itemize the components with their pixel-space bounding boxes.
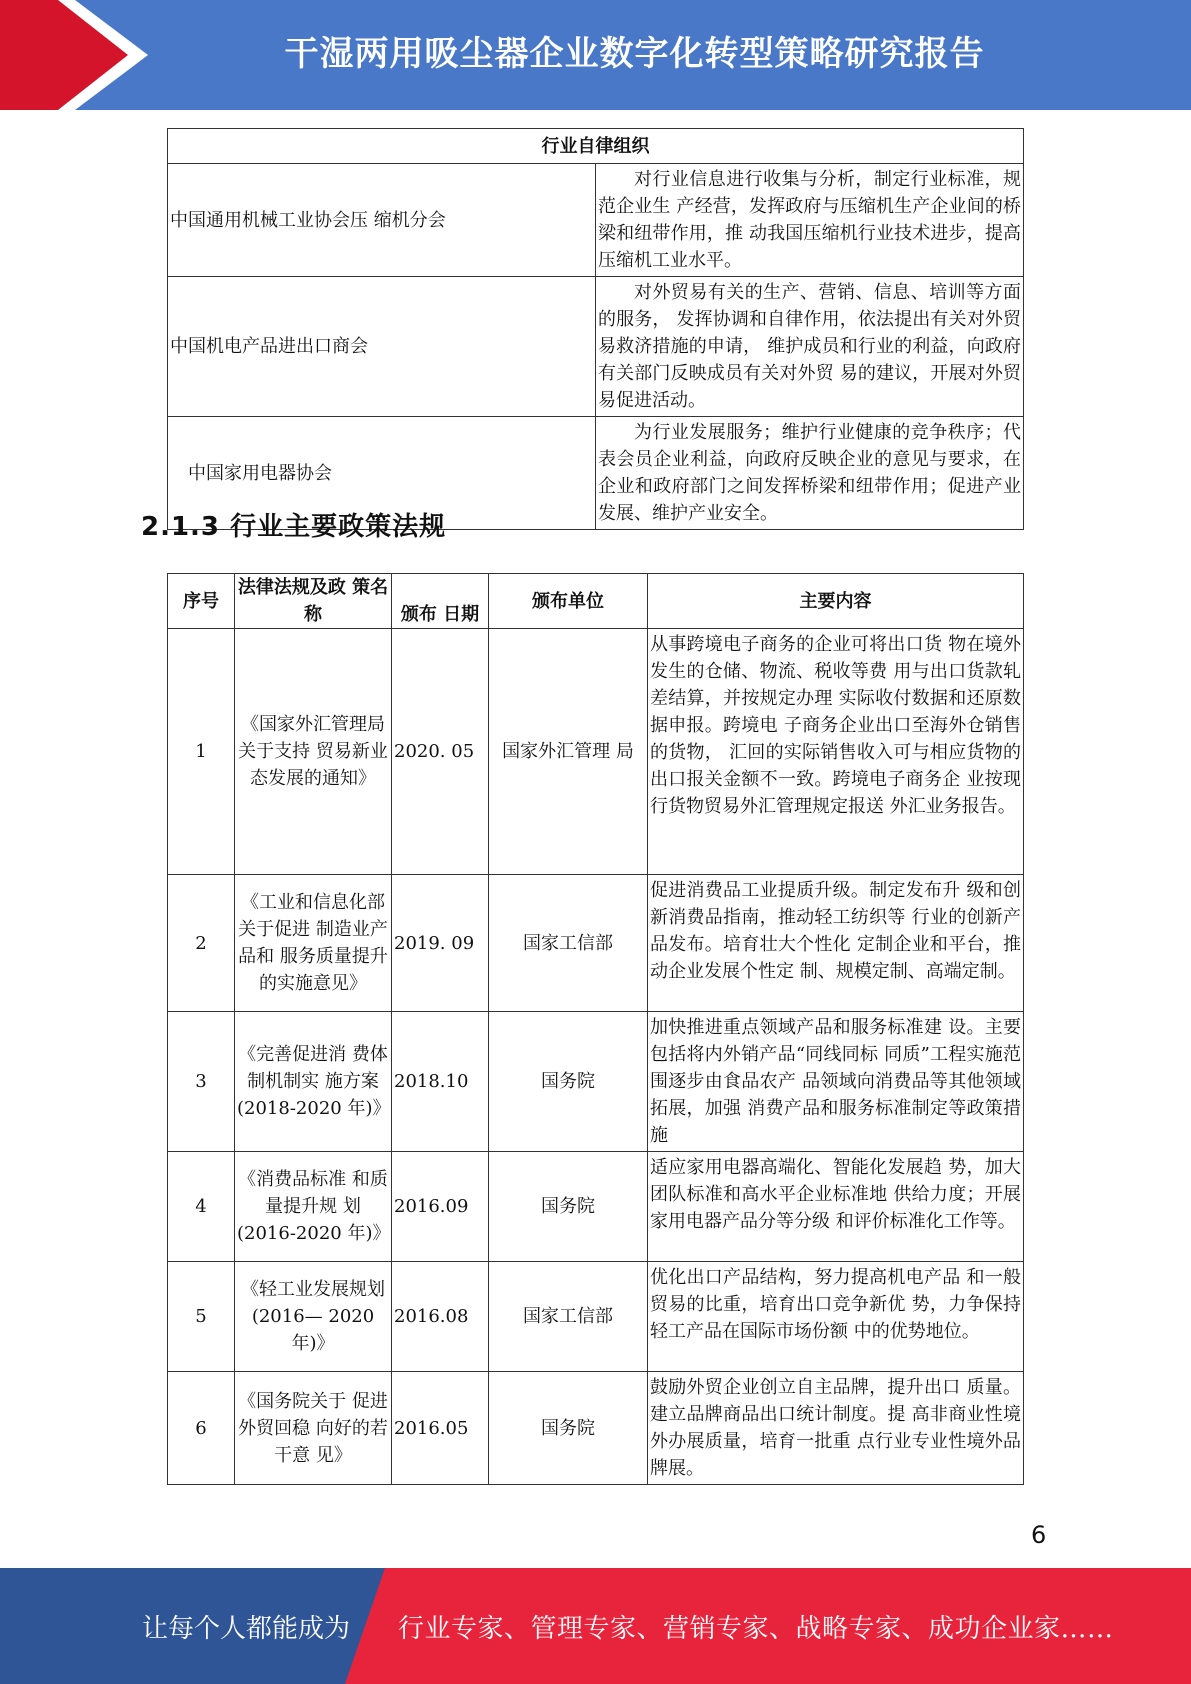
table-row <box>168 629 1024 875</box>
row-no: 3 <box>168 1012 235 1152</box>
page-number: 6 <box>1031 1521 1047 1549</box>
row-date: 2018.10 <box>392 1012 489 1152</box>
self-regulation-org-table <box>167 128 1024 530</box>
row-policy-name: 《完善促进消 费体制机制实 施方案 (2018-2020 年)》 <box>235 1012 392 1152</box>
row-no: 1 <box>168 629 235 875</box>
row-date: 2019. 09 <box>392 875 489 1012</box>
row-content: 鼓励外贸企业创立自主品牌，提升出口 质量。建立品牌商品出口统计制度。提 高非商业性境外办展质量，培育一批重 点行业专业性境外品牌展。 <box>648 1372 1024 1485</box>
table-row <box>168 277 1024 417</box>
row-content: 从事跨境电子商务的企业可将出口货 物在境外发生的仓储、物流、税收等费 用与出口货款轧差结算，并按规定办理 实际收付数据和还原数据申报。跨境电 子商务企业出口至海外仓销售的货物， 汇回的实际销售收入可与相应货物的 出口报关金额不一致。跨境电子商务企 业按现行货物贸易外汇管理规定报送 外汇业务报告。 <box>648 629 1024 875</box>
table-row <box>168 875 1024 1012</box>
footer-slogan-left: 让每个人都能成为 <box>142 1614 351 1644</box>
row-no: 6 <box>168 1372 235 1485</box>
row-content: 优化出口产品结构，努力提高机电产品 和一般贸易的比重，培育出口竞争新优 势，力争保持轻工产品在国际市场份额 中的优势地位。 <box>648 1262 1024 1372</box>
org-name: 中国家用电器协会 <box>168 417 596 530</box>
org-description: 对外贸易有关的生产、营销、信息、培训等方面的服务， 发挥协调和自律作用，依法提出有关对外贸易救济措施的申请， 维护成员和行业的利益，向政府有关部门反映成员有关对外贸 易的建议，开展对外贸易促进活动。 <box>596 277 1024 417</box>
row-unit: 国家工信部 <box>489 1262 648 1372</box>
row-no: 5 <box>168 1262 235 1372</box>
section-heading: 2.1.3 行业主要政策法规 <box>141 512 447 542</box>
row-unit: 国务院 <box>489 1372 648 1485</box>
table-header-row <box>168 574 1024 629</box>
table-row <box>168 1372 1024 1485</box>
row-unit: 国务院 <box>489 1152 648 1262</box>
col-header-name: 法律法规及政 策名称 <box>235 574 392 629</box>
row-policy-name: 《轻工业发展规划(2016— 2020 年)》 <box>235 1262 392 1372</box>
row-unit: 国务院 <box>489 1012 648 1152</box>
row-content: 促进消费品工业提质升级。制定发布升 级和创新消费品指南，推动轻工纺织等 行业的创新产品发布。培育壮大个性化 定制企业和平台，推动企业发展个性定 制、规模定制、高端定制。 <box>648 875 1024 1012</box>
row-no: 4 <box>168 1152 235 1262</box>
policy-regulation-table <box>167 573 1024 1485</box>
org-table-header: 行业自律组织 <box>168 129 1024 164</box>
row-policy-name: 《国务院关于 促进外贸回稳 向好的若干意 见》 <box>235 1372 392 1485</box>
col-header-no: 序号 <box>168 574 235 629</box>
col-header-content: 主要内容 <box>648 574 1024 629</box>
table-row <box>168 1262 1024 1372</box>
table-row <box>168 1012 1024 1152</box>
org-description: 为行业发展服务；维护行业健康的竞争秩序；代表会员企业利益，向政府反映企业的意见与要求，在企业和政府部门之间发挥桥梁和纽带作用；促进产业发展、维护产业安全。 <box>596 417 1024 530</box>
row-no: 2 <box>168 875 235 1012</box>
row-date: 2016.09 <box>392 1152 489 1262</box>
row-unit: 国家外汇管理 局 <box>489 629 648 875</box>
row-policy-name: 《国家外汇管理局关于支持 贸易新业态发展的通知》 <box>235 629 392 875</box>
report-header <box>0 0 1191 110</box>
row-unit: 国家工信部 <box>489 875 648 1012</box>
org-description: 对行业信息进行收集与分析，制定行业标准，规范企业生 产经营，发挥政府与压缩机生产企业间的桥梁和纽带作用，推 动我国压缩机行业技术进步，提高压缩机工业水平。 <box>596 164 1024 277</box>
col-header-unit: 颁布单位 <box>489 574 648 629</box>
footer-slogan-right: 行业专家、管理专家、营销专家、战略专家、成功企业家…… <box>398 1614 1114 1644</box>
row-content: 适应家用电器高端化、智能化发展趋 势，加大团队标准和高水平企业标准地 供给力度；开展家用电器产品分等分级 和评价标准化工作等。 <box>648 1152 1024 1262</box>
header-arrow-decoration <box>0 0 160 110</box>
table-header-row <box>168 129 1024 164</box>
col-header-date: 颁布 日期 <box>392 574 489 629</box>
row-content: 加快推进重点领域产品和服务标准建 设。主要包括将内外销产品“同线同标 同质”工程实施范围逐步由食品农产 品领域向消费品等其他领域拓展，加强 消费产品和服务标准制定等政策措施 <box>648 1012 1024 1152</box>
org-name: 中国通用机械工业协会压 缩机分会 <box>168 164 596 277</box>
row-date: 2016.05 <box>392 1372 489 1485</box>
report-footer <box>0 1568 1191 1684</box>
table-row <box>168 1152 1024 1262</box>
table-row <box>168 164 1024 277</box>
row-policy-name: 《消费品标准 和质量提升规 划 (2016-2020 年)》 <box>235 1152 392 1262</box>
report-title: 干湿两用吸尘器企业数字化转型策略研究报告 <box>284 34 985 74</box>
row-policy-name: 《工业和信息化部关于促进 制造业产品和 服务质量提升 的实施意见》 <box>235 875 392 1012</box>
row-date: 2020. 05 <box>392 629 489 875</box>
row-date: 2016.08 <box>392 1262 489 1372</box>
org-name: 中国机电产品进出口商会 <box>168 277 596 417</box>
